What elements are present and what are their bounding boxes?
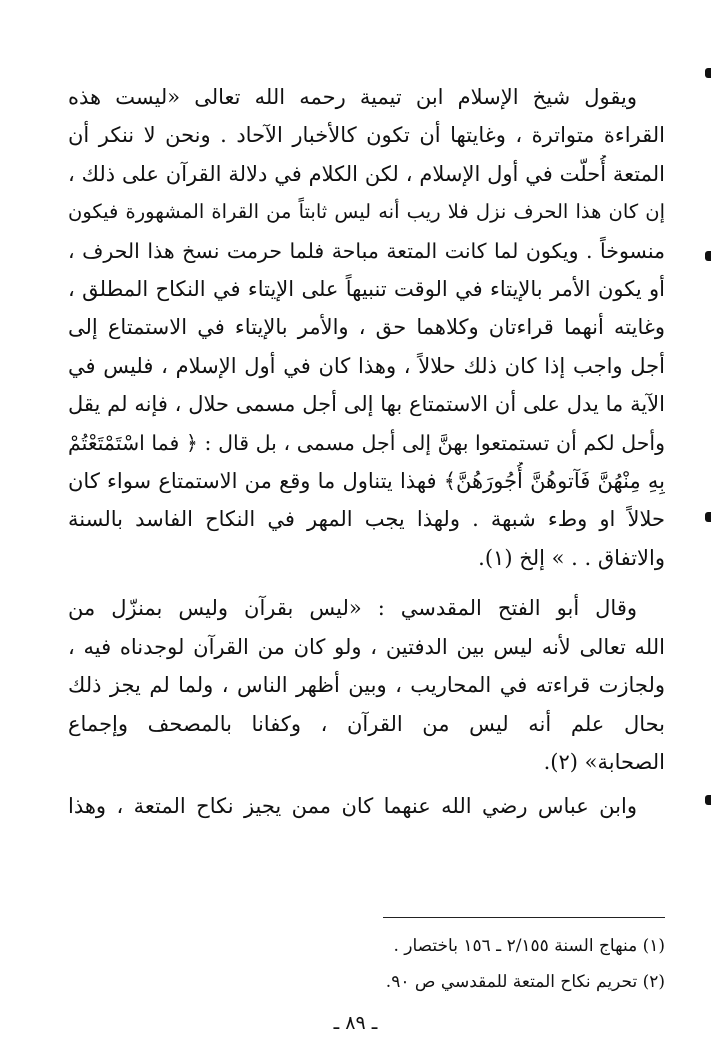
text-line: وقال أبو الفتح المقدسي : «ليس بقرآن وليس بمنزّل من — [68, 596, 637, 621]
text-line: الصحابة» (٢). — [543, 749, 665, 774]
footnote-divider — [383, 917, 665, 918]
text-line: الآية ما يدل على أن الاستمتاع بها إلى أجل مسمى حلال ، فإنه لم يقل — [68, 392, 665, 417]
text-line: ولجازت قراءته في المحاريب ، وبين أظهر الناس ، ولما لم يجز ذلك — [68, 673, 665, 698]
paragraph-ibn-taymiyyah — [68, 78, 665, 577]
text-line: أو يكون الأمر بالإيتاء في الوقت تنبيهاً على الإيتاء في النكاح المطلق ، — [68, 277, 665, 302]
paragraph-ibn-abbas — [68, 787, 665, 825]
text-line: إن كان هذا الحرف نزل فلا ريب أنه ليس ثابتاً من القراة المشهورة فيكون — [68, 200, 665, 224]
text-line: ويقول شيخ الإسلام ابن تيمية رحمه الله تعالى «ليست هذه — [68, 85, 637, 109]
main-text — [68, 78, 665, 826]
page-edge-mark — [705, 251, 711, 261]
footnotes — [65, 928, 665, 1000]
text-line: أجل واجب إذا كان ذلك حلالاً ، وهذا كان في أول الإسلام ، فليس في — [68, 353, 665, 378]
page-number: ـ ٨٩ ـ — [333, 1012, 378, 1034]
text-line: الله تعالى لأنه ليس بين الدفتين ، ولو كان من القرآن لوجدناه فيه ، — [68, 634, 665, 659]
page-edge-mark — [705, 68, 711, 78]
text-line: وابن عباس رضي الله عنهما كان ممن يجيز نكاح المتعة ، وهذا — [68, 794, 637, 819]
paragraph-al-maqdisi — [68, 589, 665, 781]
text-line: المتعة أُحلّت في أول الإسلام ، لكن الكلام في دلالة القرآن على ذلك ، — [68, 161, 665, 186]
footnote-1: (١) منهاج السنة ٢/١٥٥ ـ ١٥٦ باختصار . — [393, 936, 665, 956]
text-line: وأحل لكم أن تستمتعوا بهنَّ إلى أجل مسمى ، بل قال : ﴿ فما اسْتَمْتَعْتُمْ — [68, 430, 665, 455]
text-line: بحال علم أنه ليس من القرآن ، وكفانا بالمصحف وإجماع — [68, 711, 665, 736]
page-edge-mark — [705, 512, 711, 522]
text-line: بِهِ مِنْهُنَّ فَآتوهُنَّ أُجُورَهُنَّ﴾ فهذا يتناول ما وقع من الاستمتاع سواء كان — [68, 469, 665, 494]
text-line: القراءة متواترة ، وغايتها أن تكون كالأخبار الآحاد . ونحن لا ننكر أن — [68, 123, 665, 148]
footnote-2: (٢) تحريم نكاح المتعة للمقدسي ص ٩٠. — [385, 972, 665, 992]
text-line: منسوخاً . ويكون لما كانت المتعة مباحة فلما حرمت نسخ هذا الحرف ، — [68, 238, 665, 263]
page-edge-mark — [705, 795, 711, 805]
text-line: حلالاً او وطء شبهة . ولهذا يجب المهر في النكاح الفاسد بالسنة — [68, 507, 665, 532]
text-line: وغايته أنهما قراءتان وكلاهما حق ، والأمر بالإيتاء في الاستمتاع إلى — [68, 315, 665, 340]
text-line: والاتفاق . . » إلخ (١). — [478, 545, 665, 570]
